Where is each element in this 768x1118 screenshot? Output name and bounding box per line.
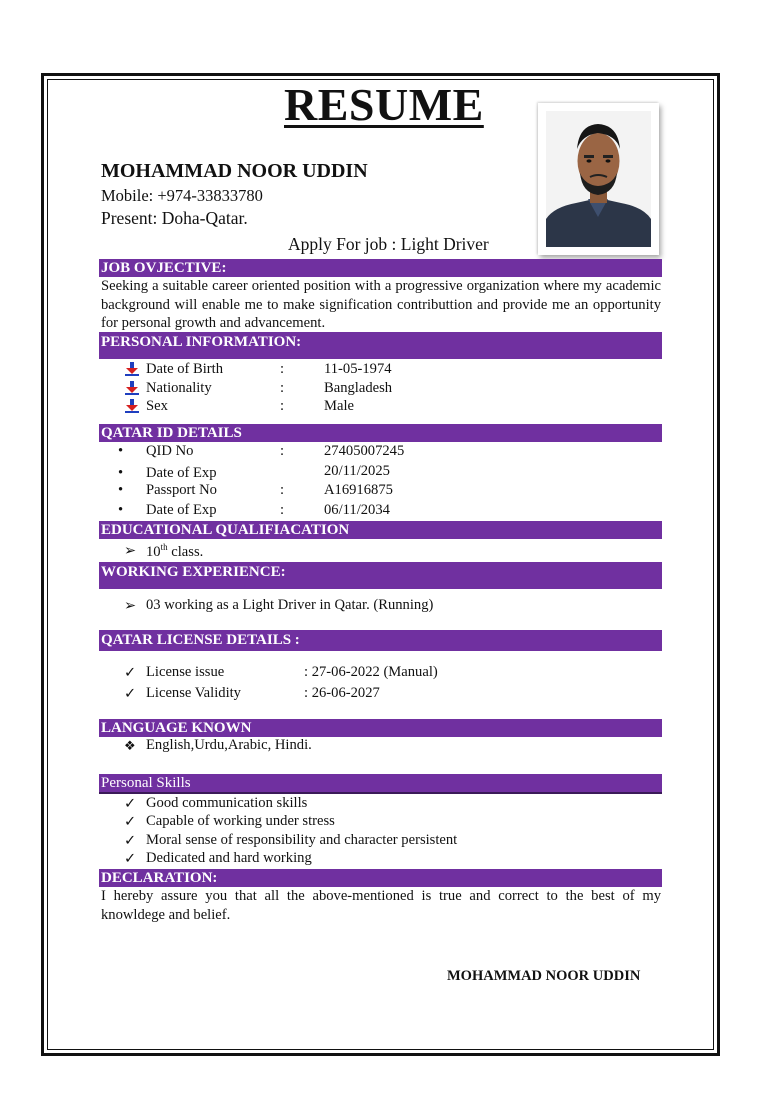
qid-label: Date of Exp (146, 465, 217, 481)
education-number: 10 (146, 543, 161, 560)
personal-sep: : (280, 380, 285, 396)
personal-label: Date of Birth (146, 361, 224, 377)
checkmark-icon: ✓ (124, 851, 137, 867)
present-location: Present: Doha-Qatar. (101, 208, 248, 228)
qid-value: A16916875 (324, 482, 393, 498)
section-declaration: DECLARATION: (99, 869, 662, 887)
license-label: License issue (146, 664, 225, 680)
personal-label: Nationality (146, 380, 212, 396)
education-item (146, 542, 203, 561)
arrowhead-bullet-icon: ➢ (124, 598, 137, 614)
qid-value: 06/11/2034 (324, 502, 390, 518)
license-value: : 26-06-2027 (304, 685, 380, 701)
section-educational-qualification: EDUCATIONAL QUALIFIACATION (99, 521, 662, 539)
section-job-objective: JOB OVJECTIVE: (99, 259, 662, 277)
section-license-details: QATAR LICENSE DETAILS : (99, 630, 662, 651)
signature-name: MOHAMMAD NOOR UDDIN (447, 968, 641, 984)
qid-value: 27405007245 (324, 443, 405, 459)
personal-value: 11-05-1974 (324, 361, 392, 377)
arrow-down-bullet-icon (125, 362, 139, 381)
skill-item: Dedicated and hard working (146, 850, 312, 866)
job-objective-text: Seeking a suitable career oriented position with a progressive organization where my academic background will enable me to make signification contributtion and provide me an opportunity for personal growth and advancement. (101, 278, 661, 331)
checkmark-icon: ✓ (124, 796, 137, 812)
section-personal-information: PERSONAL INFORMATION: (99, 332, 662, 359)
resume-title: RESUME (284, 79, 484, 130)
checkmark-icon: ✓ (124, 686, 137, 702)
checkmark-icon: ✓ (124, 833, 137, 849)
mobile-number: Mobile: +974-33833780 (101, 186, 263, 205)
arrowhead-bullet-icon: ➢ (124, 543, 137, 559)
section-personal-skills: Personal Skills (99, 774, 662, 794)
experience-item: 03 working as a Light Driver in Qatar. (Running) (146, 597, 434, 613)
diamond-bullet-icon: ❖ (124, 738, 136, 753)
arrow-down-bullet-icon (125, 399, 139, 418)
skill-item: Good communication skills (146, 795, 308, 811)
checkmark-icon: ✓ (124, 814, 137, 830)
profile-photo (538, 103, 659, 255)
section-working-experience: WORKING EXPERIENCE: (99, 562, 662, 589)
language-item: English,Urdu,Arabic, Hindi. (146, 737, 312, 753)
qid-label: QID No (146, 443, 194, 459)
skill-item: Moral sense of responsibility and character persistent (146, 832, 458, 848)
qid-label: Date of Exp (146, 502, 217, 518)
personal-value: Bangladesh (324, 380, 393, 396)
license-label: License Validity (146, 685, 241, 701)
section-language-known: LANGUAGE KNOWN (99, 719, 662, 737)
qid-sep: : (280, 443, 285, 459)
arrow-down-bullet-icon (125, 381, 139, 400)
declaration-text: I hereby assure you that all the above-mentioned is true and correct to the best of my knowldege and belief. (101, 888, 661, 923)
round-bullet: • (118, 443, 124, 459)
section-qatar-id-details: QATAR ID DETAILS (99, 424, 662, 442)
personal-sep: : (280, 398, 285, 414)
apply-for-job: Apply For job : Light Driver (288, 234, 489, 254)
round-bullet: • (118, 482, 124, 498)
personal-value: Male (324, 398, 354, 414)
personal-sep: : (280, 361, 285, 377)
qid-value: 20/11/2025 (324, 463, 390, 479)
round-bullet: • (118, 502, 124, 518)
round-bullet: • (118, 465, 124, 481)
applicant-name: MOHAMMAD NOOR UDDIN (101, 160, 368, 182)
education-superscript: th (160, 542, 168, 552)
education-text: class. (167, 543, 204, 560)
personal-label: Sex (146, 398, 168, 414)
license-value: : 27-06-2022 (Manual) (304, 664, 438, 680)
checkmark-icon: ✓ (124, 665, 137, 681)
skill-item: Capable of working under stress (146, 813, 335, 829)
qid-sep: : (280, 502, 285, 518)
qid-label: Passport No (146, 482, 217, 498)
qid-sep: : (280, 482, 285, 498)
